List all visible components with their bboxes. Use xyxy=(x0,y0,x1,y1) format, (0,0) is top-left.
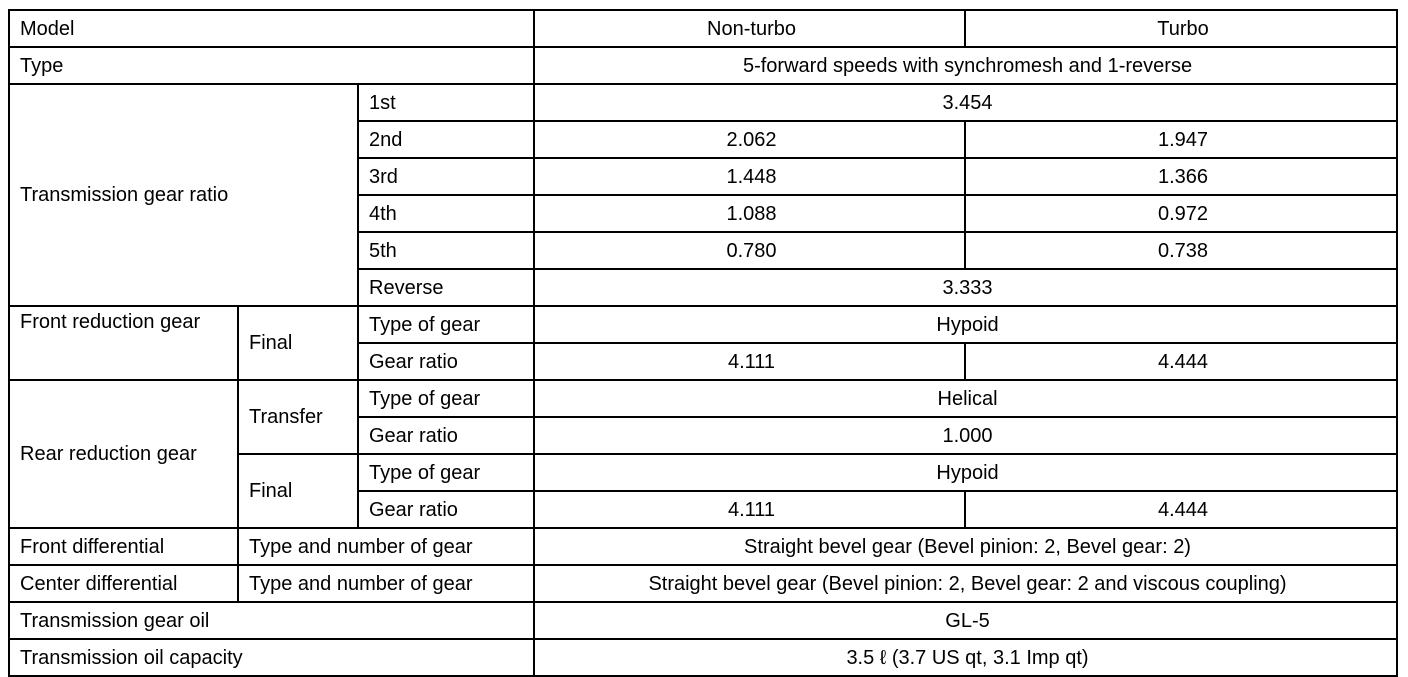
transmission-gear-ratio-label: Transmission gear ratio xyxy=(9,84,358,306)
non-turbo-value: 2.062 xyxy=(534,121,965,158)
gear-label: 3rd xyxy=(358,158,534,195)
oil-capacity-label: Transmission oil capacity xyxy=(9,639,534,676)
gear-label: 5th xyxy=(358,232,534,269)
gear-ratio-value: 3.454 xyxy=(534,84,1397,121)
gear-oil-value: GL-5 xyxy=(534,602,1397,639)
gear-label: 2nd xyxy=(358,121,534,158)
turbo-value: 4.444 xyxy=(965,491,1397,528)
front-reduction-gear-label: Front reduction gear xyxy=(9,306,238,380)
rear-transfer-type-row xyxy=(9,380,1397,417)
non-turbo-value: 4.111 xyxy=(534,491,965,528)
center-differential-row xyxy=(9,565,1397,602)
oil-capacity-row xyxy=(9,639,1397,676)
non-turbo-value: 0.780 xyxy=(534,232,965,269)
gear-oil-label: Transmission gear oil xyxy=(9,602,534,639)
type-label: Type xyxy=(9,47,534,84)
non-turbo-value: 4.111 xyxy=(534,343,965,380)
non-turbo-value: 1.088 xyxy=(534,195,965,232)
gear-ratio-row-1st xyxy=(9,84,1397,121)
front-differential-label: Front differential xyxy=(9,528,238,565)
front-reduction-type-row xyxy=(9,306,1397,343)
gear-label: 4th xyxy=(358,195,534,232)
transfer-label: Transfer xyxy=(238,380,358,454)
non-turbo-value: 1.448 xyxy=(534,158,965,195)
type-and-number-label: Type and number of gear xyxy=(238,528,534,565)
gear-label: Reverse xyxy=(358,269,534,306)
turbo-value: 0.738 xyxy=(965,232,1397,269)
gear-ratio-label: Gear ratio xyxy=(358,417,534,454)
header-row xyxy=(9,10,1397,47)
front-differential-value: Straight bevel gear (Bevel pinion: 2, Bevel gear: 2) xyxy=(534,528,1397,565)
oil-capacity-value: 3.5 ℓ (3.7 US qt, 3.1 Imp qt) xyxy=(534,639,1397,676)
gear-ratio-value: 3.333 xyxy=(534,269,1397,306)
type-value: 5-forward speeds with synchromesh and 1-reverse xyxy=(534,47,1397,84)
center-differential-label: Center differential xyxy=(9,565,238,602)
type-of-gear-label: Type of gear xyxy=(358,306,534,343)
turbo-value: 1.366 xyxy=(965,158,1397,195)
model-label: Model xyxy=(9,10,534,47)
non-turbo-header: Non-turbo xyxy=(534,10,965,47)
turbo-value: 4.444 xyxy=(965,343,1397,380)
rear-final-label: Final xyxy=(238,454,358,528)
front-differential-row xyxy=(9,528,1397,565)
type-row xyxy=(9,47,1397,84)
type-of-gear-label: Type of gear xyxy=(358,454,534,491)
front-final-label: Final xyxy=(238,306,358,380)
gear-ratio-label: Gear ratio xyxy=(358,343,534,380)
spec-table xyxy=(8,9,1398,677)
gear-oil-row xyxy=(9,602,1397,639)
type-of-gear-value: Hypoid xyxy=(534,454,1397,491)
type-of-gear-value: Helical xyxy=(534,380,1397,417)
turbo-value: 0.972 xyxy=(965,195,1397,232)
type-and-number-label: Type and number of gear xyxy=(238,565,534,602)
gear-ratio-value: 1.000 xyxy=(534,417,1397,454)
center-differential-value: Straight bevel gear (Bevel pinion: 2, Bevel gear: 2 and viscous coupling) xyxy=(534,565,1397,602)
gear-ratio-label: Gear ratio xyxy=(358,491,534,528)
rear-reduction-gear-label: Rear reduction gear xyxy=(9,380,238,528)
turbo-value: 1.947 xyxy=(965,121,1397,158)
turbo-header: Turbo xyxy=(965,10,1397,47)
type-of-gear-value: Hypoid xyxy=(534,306,1397,343)
gear-label: 1st xyxy=(358,84,534,121)
type-of-gear-label: Type of gear xyxy=(358,380,534,417)
